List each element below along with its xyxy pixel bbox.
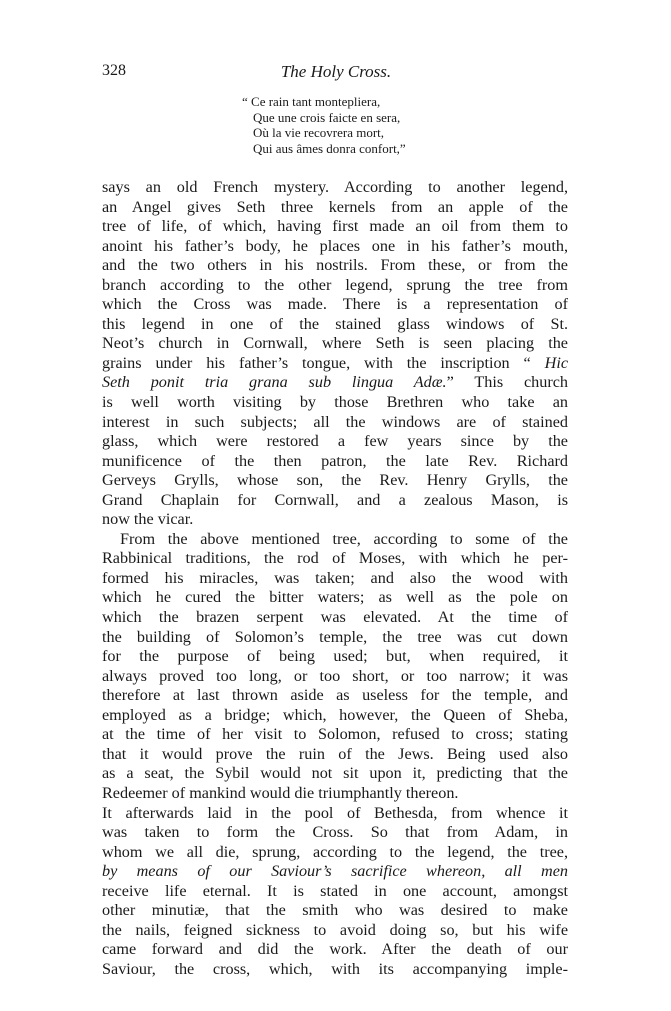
text-line: formed his miracles, was taken; and also the wood with	[102, 568, 568, 587]
verse-line: Que une crois faicte en sera,	[253, 109, 401, 125]
text-line: by means of our Saviour’s sacrifice whereon, all men	[102, 862, 568, 881]
text-line: came forward and did the work. After the death of our	[102, 940, 568, 959]
text-line-inscription	[102, 354, 568, 374]
text-line: says an old French mystery. According to another legend,	[102, 178, 568, 196]
text-line: It afterwards laid in the pool of Bethesda, from whence it	[102, 803, 568, 822]
text-line: Rabbinical traditions, the rod of Moses, with which he per-	[102, 549, 568, 568]
text-line: the building of Solomon’s temple, the tree was cut down	[102, 627, 568, 646]
text-line: which the brazen serpent was elevated. At the time of	[102, 608, 568, 627]
text-line: which the Cross was made. There is a representation of	[102, 295, 568, 314]
body-text	[102, 178, 568, 979]
text-line: Grand Chaplain for Cornwall, and a zealous Mason, is	[102, 490, 568, 509]
text-line: tree of life, of which, having first made an oil from them to	[102, 217, 568, 236]
verse-line: “ Ce rain tant montepliera,	[242, 94, 381, 109]
latin-inscription-start: Hic	[544, 353, 568, 372]
text-line: which he cured the bitter waters; as well as the pole on	[102, 588, 568, 607]
text-line: Saviour, the cross, which, with its accompanying imple-	[102, 959, 568, 978]
text-line: as a seat, the Sybil would not sit upon it, predicting that the	[102, 764, 568, 783]
text-line: receive life eternal. It is stated in one account, amongst	[102, 881, 568, 900]
text-line: branch according to the other legend, sprung the tree from	[102, 275, 568, 294]
verse-line: Qui aus âmes donra confort,”	[253, 140, 406, 156]
text-line: glass, which were restored a few years since by the	[102, 432, 568, 451]
text-line: and the two others in his nostrils. From these, or from the	[102, 256, 568, 275]
text-line: now the vicar.	[102, 510, 194, 529]
text-line: anoint his father’s body, he places one in his father’s mouth,	[102, 236, 568, 255]
text-line: Redeemer of mankind would die triumphantly thereon.	[102, 783, 459, 802]
text-segment: grains under his father’s tongue, with the inscription “	[102, 353, 545, 372]
running-title: The Holy Cross.	[280, 62, 392, 81]
verse-line: Où la vie recovrera mort,	[253, 125, 385, 140]
text-line: interest in such subjects; all the windows are of stained	[102, 412, 568, 431]
text-line: was taken to form the Cross. So that from Adam, in	[102, 823, 568, 842]
text-line-inscription	[102, 373, 568, 393]
page-number: 328	[102, 62, 126, 79]
text-line: From the above mentioned tree, according to some of the	[120, 529, 568, 548]
page-header	[102, 62, 570, 84]
text-line: an Angel gives Seth three kernels from an apple of the	[102, 197, 568, 216]
text-line: other minutiæ, that the smith who was desired to make	[102, 901, 568, 920]
text-line: therefore at last thrown aside as useless for the temple, and	[102, 686, 568, 705]
text-line: employed as a bridge; which, however, the Queen of Sheba,	[102, 705, 568, 724]
text-line: Neot’s church in Cornwall, where Seth is seen placing the	[102, 334, 568, 353]
text-line: always proved too long, or too short, or too narrow; it was	[102, 666, 568, 685]
verse-quotation	[242, 94, 406, 156]
text-line: that it would prove the ruin of the Jews. Being used also	[102, 744, 568, 763]
text-line: this legend in one of the stained glass windows of St.	[102, 314, 568, 333]
text-line: the nails, feigned sickness to avoid doing so, but his wife	[102, 920, 568, 939]
text-line: munificence of the then patron, the late Rev. Richard	[102, 451, 568, 470]
text-segment: ” This church	[446, 373, 568, 392]
latin-inscription: Seth ponit tria grana sub lingua Adæ.	[102, 373, 447, 392]
text-line: is well worth visiting by those Brethren who take an	[102, 393, 568, 412]
text-line: whom we all die, sprung, according to the legend, the tree,	[102, 842, 568, 861]
text-line: at the time of her visit to Solomon, refused to cross; stating	[102, 725, 568, 744]
text-line: Gerveys Grylls, whose son, the Rev. Henry Grylls, the	[102, 471, 568, 490]
text-line: for the purpose of being used; but, when required, it	[102, 647, 568, 666]
